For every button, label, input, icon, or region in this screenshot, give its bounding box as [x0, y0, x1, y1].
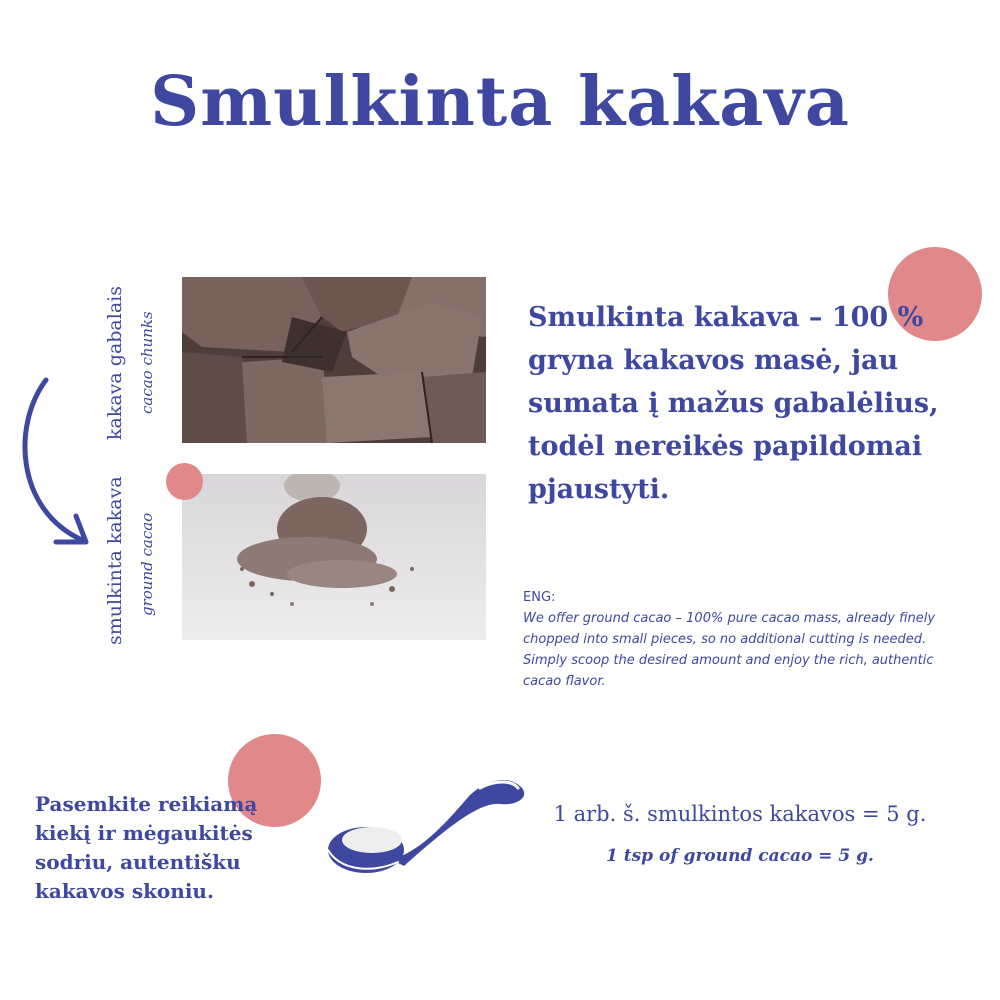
english-description: We offer ground cacao – 100% pure cacao mass, already finely chopped into small pieces, so no additional cutting is needed. Simply scoop the desired amount and enjoy the rich, authentic cacao flavor.: [523, 611, 936, 689]
usage-tip: Pasemkite reikiamą kiekį ir mėgaukitės sodriu, autentišku kakavos skoniu.: [35, 792, 258, 903]
label-cacao-chunks-lt: kakava gabalais: [104, 286, 126, 440]
page-title: Smulkinta kakava: [150, 62, 850, 142]
english-section: [523, 588, 963, 692]
curved-arrow-icon: [10, 370, 100, 560]
label-cacao-chunks-en: cacao chunks: [138, 311, 156, 414]
main-description: Smulkinta kakava – 100 % gryna kakavos masė, jau sumata į mažus gabalėlius, todėl nereikės papildomai pjaustyti.: [528, 302, 939, 505]
label-ground-cacao-lt: smulkinta kakava: [104, 476, 126, 645]
measure-en: 1 tsp of ground cacao = 5 g.: [606, 846, 874, 866]
label-ground-cacao-en: ground cacao: [138, 512, 156, 616]
english-label: ENG:: [523, 590, 556, 605]
measure-lt: 1 arb. š. smulkintos kakavos = 5 g.: [553, 802, 927, 826]
spoon-icon: [320, 770, 530, 880]
decorative-circle-small: [166, 463, 203, 500]
ground-cacao-photo: [182, 474, 486, 640]
cacao-chunks-photo: [182, 277, 486, 443]
